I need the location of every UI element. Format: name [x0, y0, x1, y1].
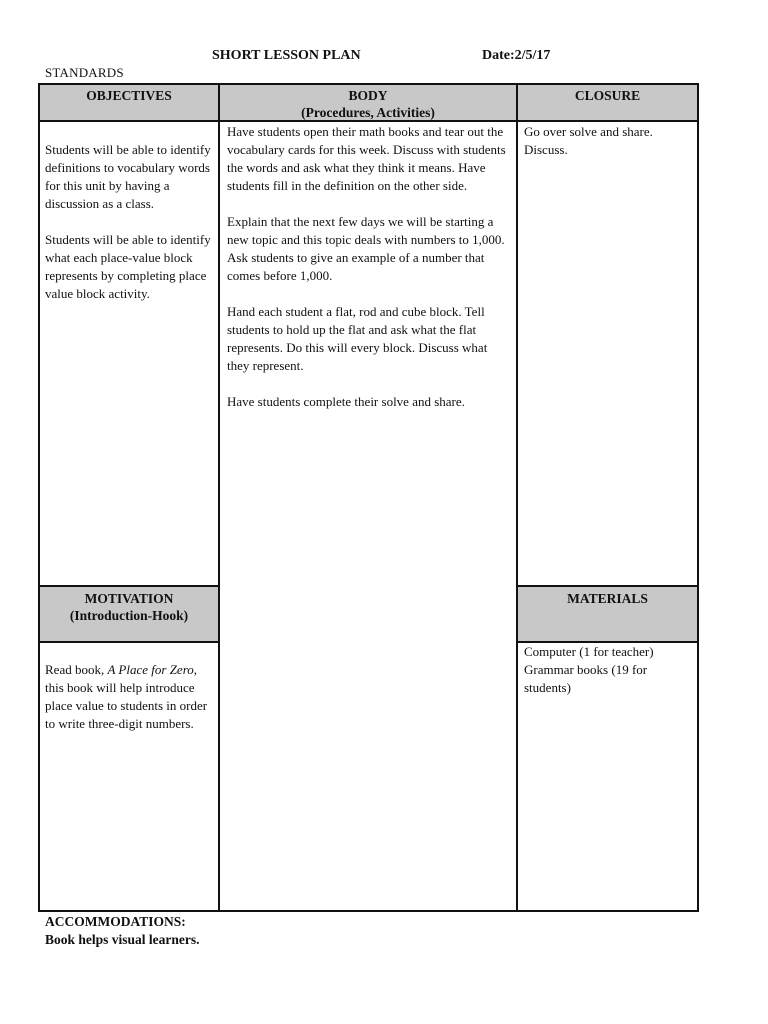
- lesson-date: Date:2/5/17: [482, 48, 551, 63]
- material-item: Computer (1 for teacher): [524, 644, 654, 659]
- accommodations-text: Book helps visual learners.: [45, 932, 200, 947]
- body-content: [227, 123, 511, 411]
- closure-box: [516, 83, 699, 587]
- body-heading: [220, 85, 516, 122]
- body-heading-text: BODY: [348, 88, 388, 103]
- body-subheading: (Procedures, Activities): [301, 105, 435, 120]
- accommodations-label: ACCOMMODATIONS:: [45, 914, 186, 929]
- objectives-heading-text: OBJECTIVES: [86, 88, 172, 103]
- objectives-heading: [40, 85, 218, 122]
- closure-content: Go over solve and share. Discuss.: [524, 124, 653, 157]
- standards-label: STANDARDS: [45, 65, 124, 80]
- motivation-heading-text: MOTIVATION: [84, 591, 174, 606]
- materials-box: [516, 585, 699, 912]
- body-paragraph-4: Have students complete their solve and share.: [227, 394, 465, 409]
- body-box: [218, 83, 518, 912]
- motivation-content: [45, 661, 210, 733]
- objectives-content: [45, 141, 215, 303]
- motivation-box: [38, 585, 220, 912]
- motivation-heading: [40, 587, 218, 643]
- closure-heading-text: CLOSURE: [574, 88, 641, 103]
- document-title: SHORT LESSON PLAN: [212, 48, 361, 63]
- materials-heading-text: MATERIALS: [567, 591, 648, 606]
- objective-1: Students will be able to identify definitions to vocabulary words for this unit by having a discussion as a class.: [45, 142, 211, 211]
- materials-heading: [518, 587, 697, 643]
- material-item: Grammar books (19 for students): [524, 662, 648, 695]
- accommodations: [45, 913, 200, 949]
- materials-content: [524, 643, 696, 697]
- body-paragraph-1: Have students open their math books and tear out the vocabulary cards for this week. Discuss with students the words and ask what they think it means. Have students fill in the definition on the other side.: [227, 124, 506, 193]
- motivation-subheading: (Introduction-Hook): [69, 608, 189, 623]
- motivation-text-before: Read book,: [45, 662, 108, 677]
- book-title: A Place for Zero: [107, 662, 194, 677]
- body-paragraph-3: Hand each student a flat, rod and cube block. Tell students to hold up the flat and ask what the flat represents. Do this will every block. Discuss what they represent.: [227, 304, 488, 373]
- objective-2: Students will be able to identify what each place-value block represents by completing place value block activity.: [45, 232, 211, 301]
- objectives-box: [38, 83, 220, 587]
- body-paragraph-2: Explain that the next few days we will be starting a new topic and this topic deals with numbers to 1,000. Ask students to give an example of a number that comes before 1,000.: [227, 214, 505, 283]
- motivation-text-after: , this book will help introduce place value to students in order to write three-digit numbers.: [45, 662, 208, 731]
- closure-heading: [518, 85, 697, 122]
